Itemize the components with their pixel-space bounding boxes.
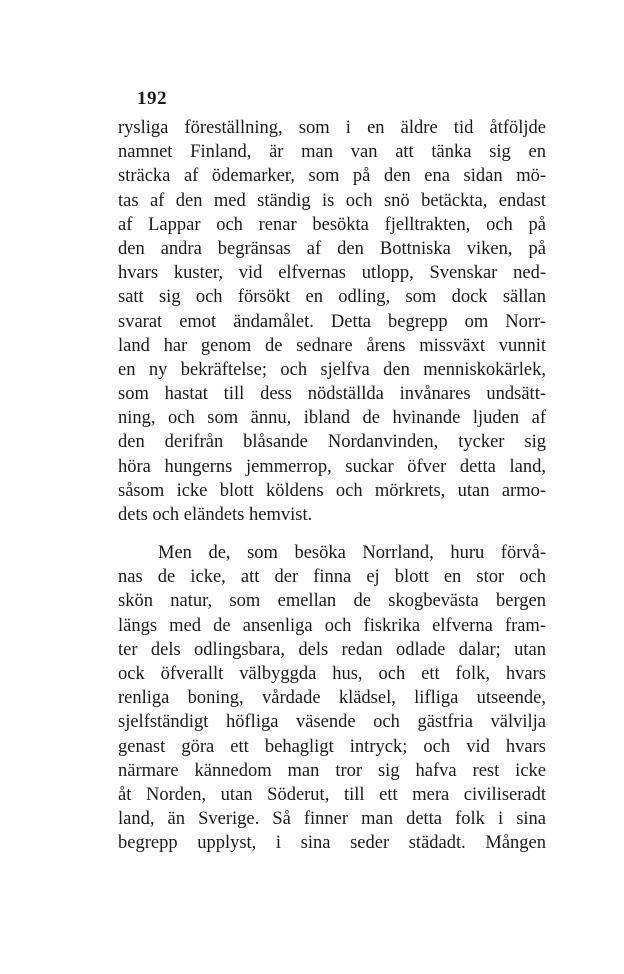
paragraph-1 (118, 116, 546, 527)
text-line: skön natur, som emellan de skogbevästa bergen (118, 591, 546, 612)
text-line: ter dels odlingsbara, dels redan odlade dalar; utan (118, 639, 546, 660)
text-line: sjelfständigt höfliga väsende och gästfria välvilja (118, 712, 546, 733)
text-line: en ny bekräftelse; och sjelfva den menniskokärlek, (118, 359, 546, 380)
text-line: land har genom de sednare årens missväxt vunnit (118, 335, 546, 356)
text-line: ning, och som ännu, ibland de hvinande ljuden af (118, 408, 546, 429)
text-line: tas af den med ständig is och snö betäckta, endast (118, 190, 546, 211)
text-line: af Lappar och renar besökta fjelltrakten, och på (118, 214, 546, 235)
text-line: den andra begränsas af den Bottniska viken, på (118, 238, 546, 259)
text-line: genast göra ett behagligt intryck; och vid hvars (118, 736, 546, 757)
text-line: dets och eländets hemvist. (118, 505, 313, 525)
text-line: åt Norden, utan Söderut, till ett mera civiliseradt (118, 784, 546, 805)
text-line: namnet Finland, är man van att tänka sig en (118, 142, 546, 163)
text-line: såsom icke blott köldens och mörkrets, utan armo- (118, 480, 546, 501)
text-line: ock öfverallt välbyggda hus, och ett folk, hvars (118, 663, 546, 684)
text-line: land, än Sverige. Så finner man detta folk i sina (118, 809, 546, 830)
text-line: den derifrån blåsande Nordanvinden, tycker sig (118, 432, 546, 453)
text-line: som hastat till dess nödställda invånares undsätt- (118, 384, 546, 405)
page-number: 192 (137, 88, 167, 109)
text-line: Men de, som besöka Norrland, huru förvå- (158, 543, 546, 563)
text-line: längs med de ansenliga och fiskrika elfverna fram- (118, 615, 546, 636)
paragraph-2 (118, 541, 546, 855)
text-line: renliga boning, vårdade klädsel, lifliga utseende, (118, 688, 546, 709)
text-line: närmare kännedom man tror sig hafva rest icke (118, 760, 546, 781)
text-line: hvars kuster, vid elfvernas utlopp, Svenskar ned- (118, 263, 546, 284)
text-line: begrepp upplyst, i sina seder städadt. Mången (118, 833, 546, 854)
text-line: rysliga föreställning, som i en äldre tid åtföljde (118, 118, 546, 138)
text-line: höra hungerns jemmerrop, suckar öfver detta land, (118, 456, 546, 477)
text-line: nas de icke, att der finna ej blott en stor och (118, 567, 546, 588)
text-line: svarat emot ändamålet. Detta begrepp om Norr- (118, 311, 546, 332)
text-line: sträcka af ödemarker, som på den ena sidan mö- (118, 166, 546, 187)
text-line: satt sig och försökt en odling, som dock sällan (118, 287, 546, 308)
